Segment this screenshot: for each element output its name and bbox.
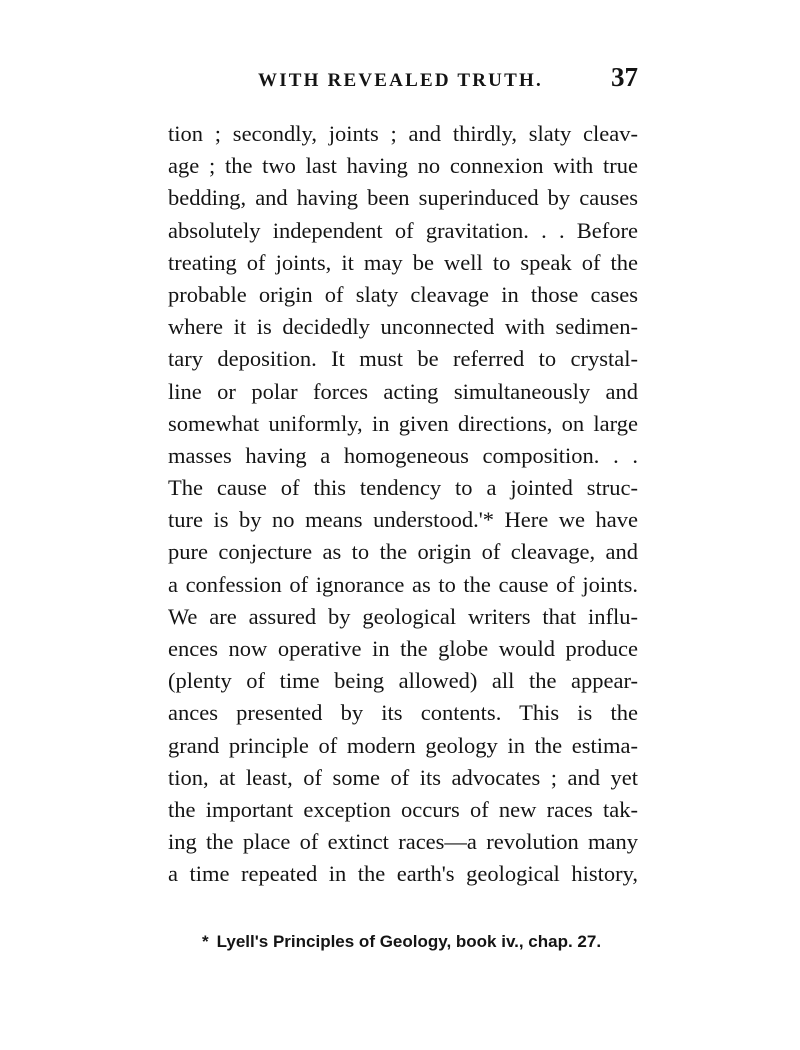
text-line: where it is decidedly unconnected with sedimen- [168,314,638,340]
footnote-mark: * [202,932,209,951]
text-line: a confession of ignorance as to the cause of joints. [168,571,638,597]
text-line: masses having a homogeneous composition. . . [168,442,638,468]
text-line: ture is by no means understood.'* Here we have [168,507,638,533]
body-text [168,118,638,891]
text-line: bedding, and having been superinduced by causes [168,185,638,211]
text-line: ing the place of extinct races—a revolution many [168,829,638,855]
text-line: We are assured by geological writers that influ- [168,603,638,629]
footnote-text: Lyell's Principles of Geology, book iv., chap. 27. [216,932,602,951]
footnote [168,931,638,953]
text-line: ences now operative in the globe would produce [168,636,638,661]
text-line: tion ; secondly, joints ; and thirdly, slaty cleav- [168,121,638,146]
text-line: the important exception occurs of new races tak- [168,796,638,822]
running-head [168,62,638,102]
text-line: somewhat uniformly, in given directions, on large [168,410,638,436]
text-line: tion, at least, of some of its advocates ; and yet [168,764,638,790]
text-line: ances presented by its contents. This is the [168,700,638,726]
text-line: probable origin of slaty cleavage in those cases [168,281,638,307]
text-line: treating of joints, it may be well to speak of the [168,249,638,275]
running-title: WITH REVEALED TRUTH. [258,70,543,91]
text-line: The cause of this tendency to a jointed struc- [168,475,638,501]
text-line: tary deposition. It must be referred to crystal- [168,346,638,372]
text-line: pure conjecture as to the origin of cleavage, and [168,539,638,565]
text-line: age ; the two last having no connexion with true [168,153,638,179]
text-line: (plenty of time being allowed) all the appear- [168,668,638,694]
text-line: absolutely independent of gravitation. . . Before [168,217,638,243]
text-line: line or polar forces acting simultaneously and [168,378,638,404]
text-line: grand principle of modern geology in the estima- [168,732,638,758]
page-number: 37 [611,62,638,92]
text-line: a time repeated in the earth's geological history, [168,861,638,887]
